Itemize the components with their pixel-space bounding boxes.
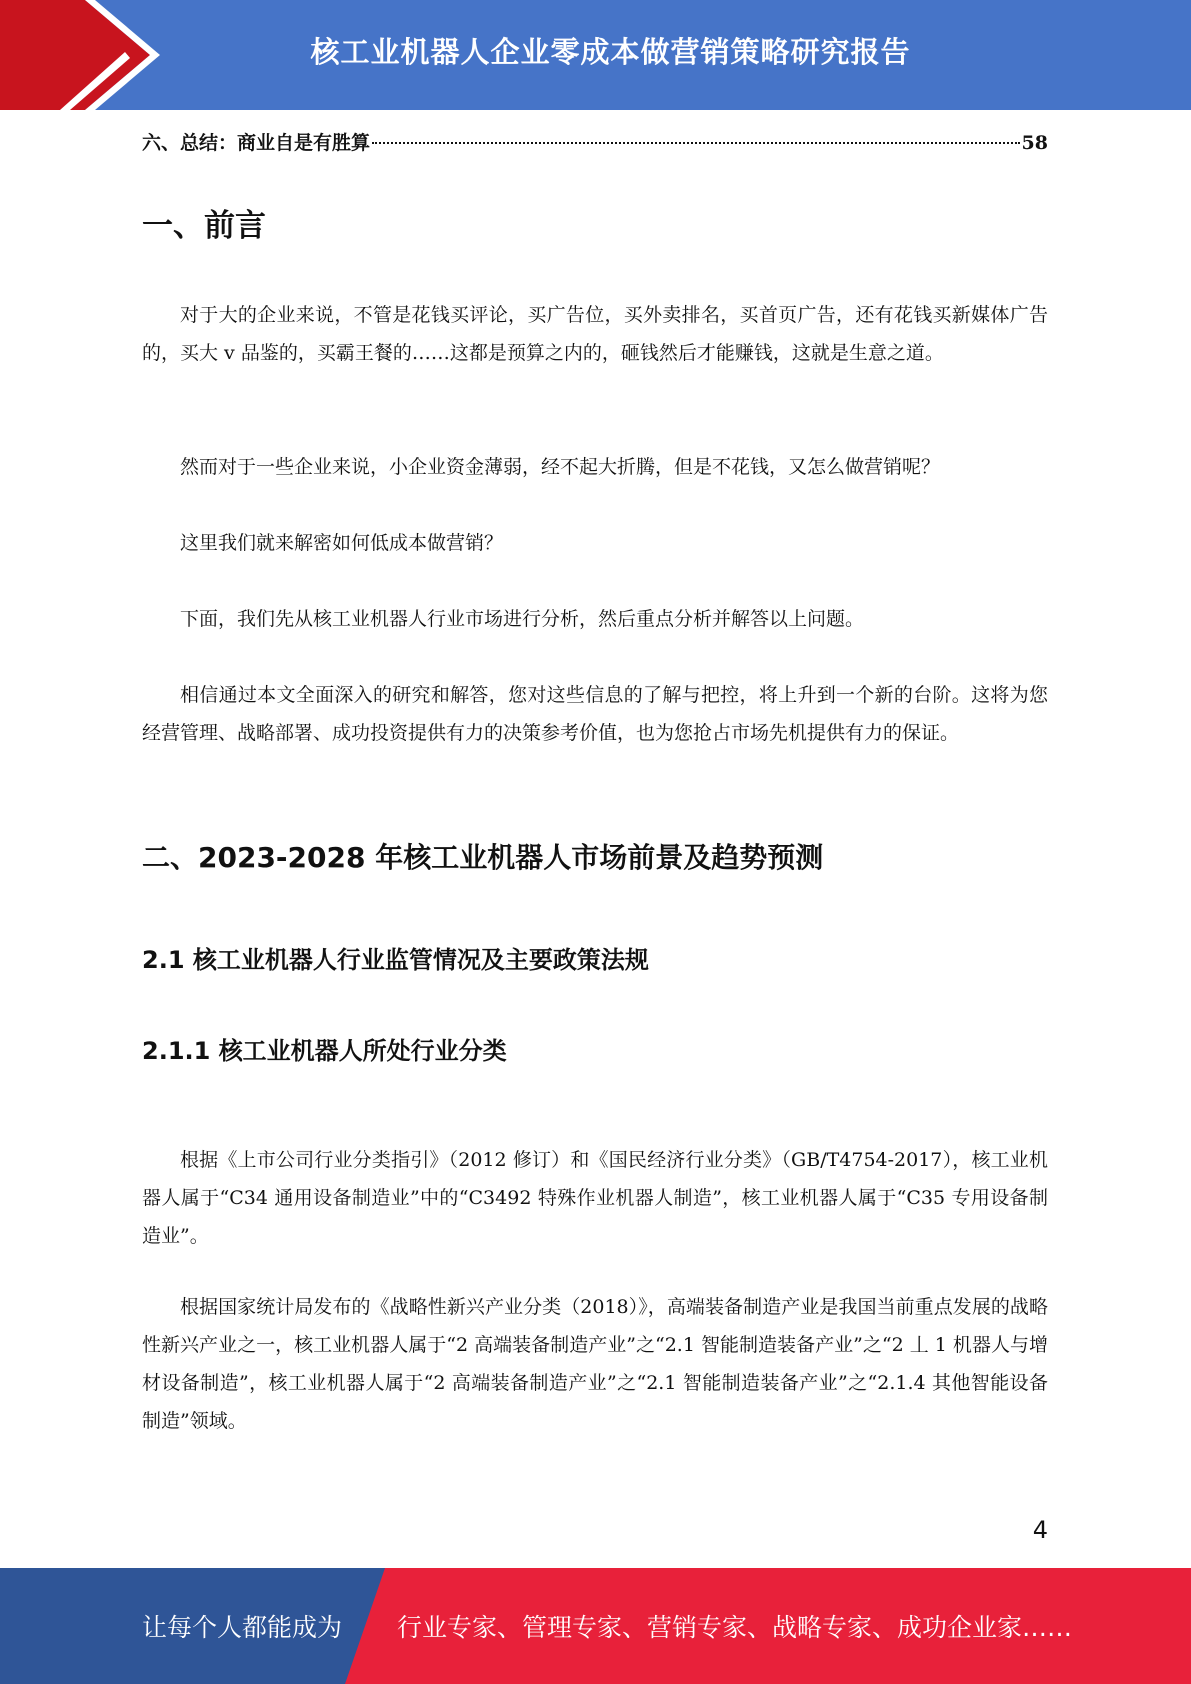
- toc-entry-page: 58: [1021, 132, 1048, 154]
- page-number: 4: [1032, 1516, 1048, 1544]
- toc-leader-dots: [372, 142, 1020, 144]
- paragraph: 相信通过本文全面深入的研究和解答，您对这些信息的了解与把控，将上升到一个新的台阶。这将为您经营管理、战略部署、成功投资提供有力的决策参考价值，也为您抢占市场先机提供有力的保证。: [142, 684, 1048, 744]
- footer-slogan-right: 行业专家、管理专家、营销专家、战略专家、成功企业家……: [397, 1613, 1073, 1642]
- report-title: 核工业机器人企业零成本做营销策略研究报告: [310, 34, 911, 69]
- heading-section-2-1-1: 2.1.1 核工业机器人所处行业分类: [142, 1037, 507, 1065]
- heading-section-2-1: 2.1 核工业机器人行业监管情况及主要政策法规: [142, 946, 649, 974]
- toc-entry[interactable]: [142, 128, 1048, 155]
- footer-slogan-left: 让每个人都能成为: [142, 1613, 343, 1642]
- paragraph: 下面，我们先从核工业机器人行业市场进行分析，然后重点分析并解答以上问题。: [180, 608, 865, 630]
- heading-section-2: 二、2023-2028 年核工业机器人市场前景及趋势预测: [142, 841, 824, 874]
- paragraph: 然而对于一些企业来说，小企业资金薄弱，经不起大折腾，但是不花钱，又怎么做营销呢？: [180, 456, 941, 478]
- toc-entry-label: 六、总结：商业自是有胜算: [142, 132, 371, 154]
- paragraph: 这里我们就来解密如何低成本做营销？: [180, 532, 504, 554]
- page-footer: [0, 1568, 1191, 1684]
- page-header: [0, 0, 1191, 110]
- paragraph: 根据国家统计局发布的《战略性新兴产业分类（2018）》，高端装备制造产业是我国当前重点发展的战略性新兴产业之一，核工业机器人属于“2 高端装备制造产业”之“2.1 智能制造装备产业”之“2 丄 1 机器人与增材设备制造”，核工业机器人属于“2 高端装备制造产业”之“2.1 智能制造装备产业”之“2.1.4 其他智能设备制造”领域。: [142, 1296, 1048, 1432]
- paragraph: 对于大的企业来说，不管是花钱买评论，买广告位，买外卖排名，买首页广告，还有花钱买新媒体广告的，买大 v 品鉴的，买霸王餐的……这都是预算之内的，砸钱然后才能赚钱，这就是生意之道。: [142, 304, 1048, 364]
- paragraph: 根据《上市公司行业分类指引》（2012 修订）和《国民经济行业分类》（GB/T4754-2017），核工业机器人属于“C34 通用设备制造业”中的“C3492 特殊作业机器人制造”，核工业机器人属于“C35 专用设备制造业”。: [142, 1149, 1048, 1247]
- heading-preface: 一、前言: [142, 208, 266, 244]
